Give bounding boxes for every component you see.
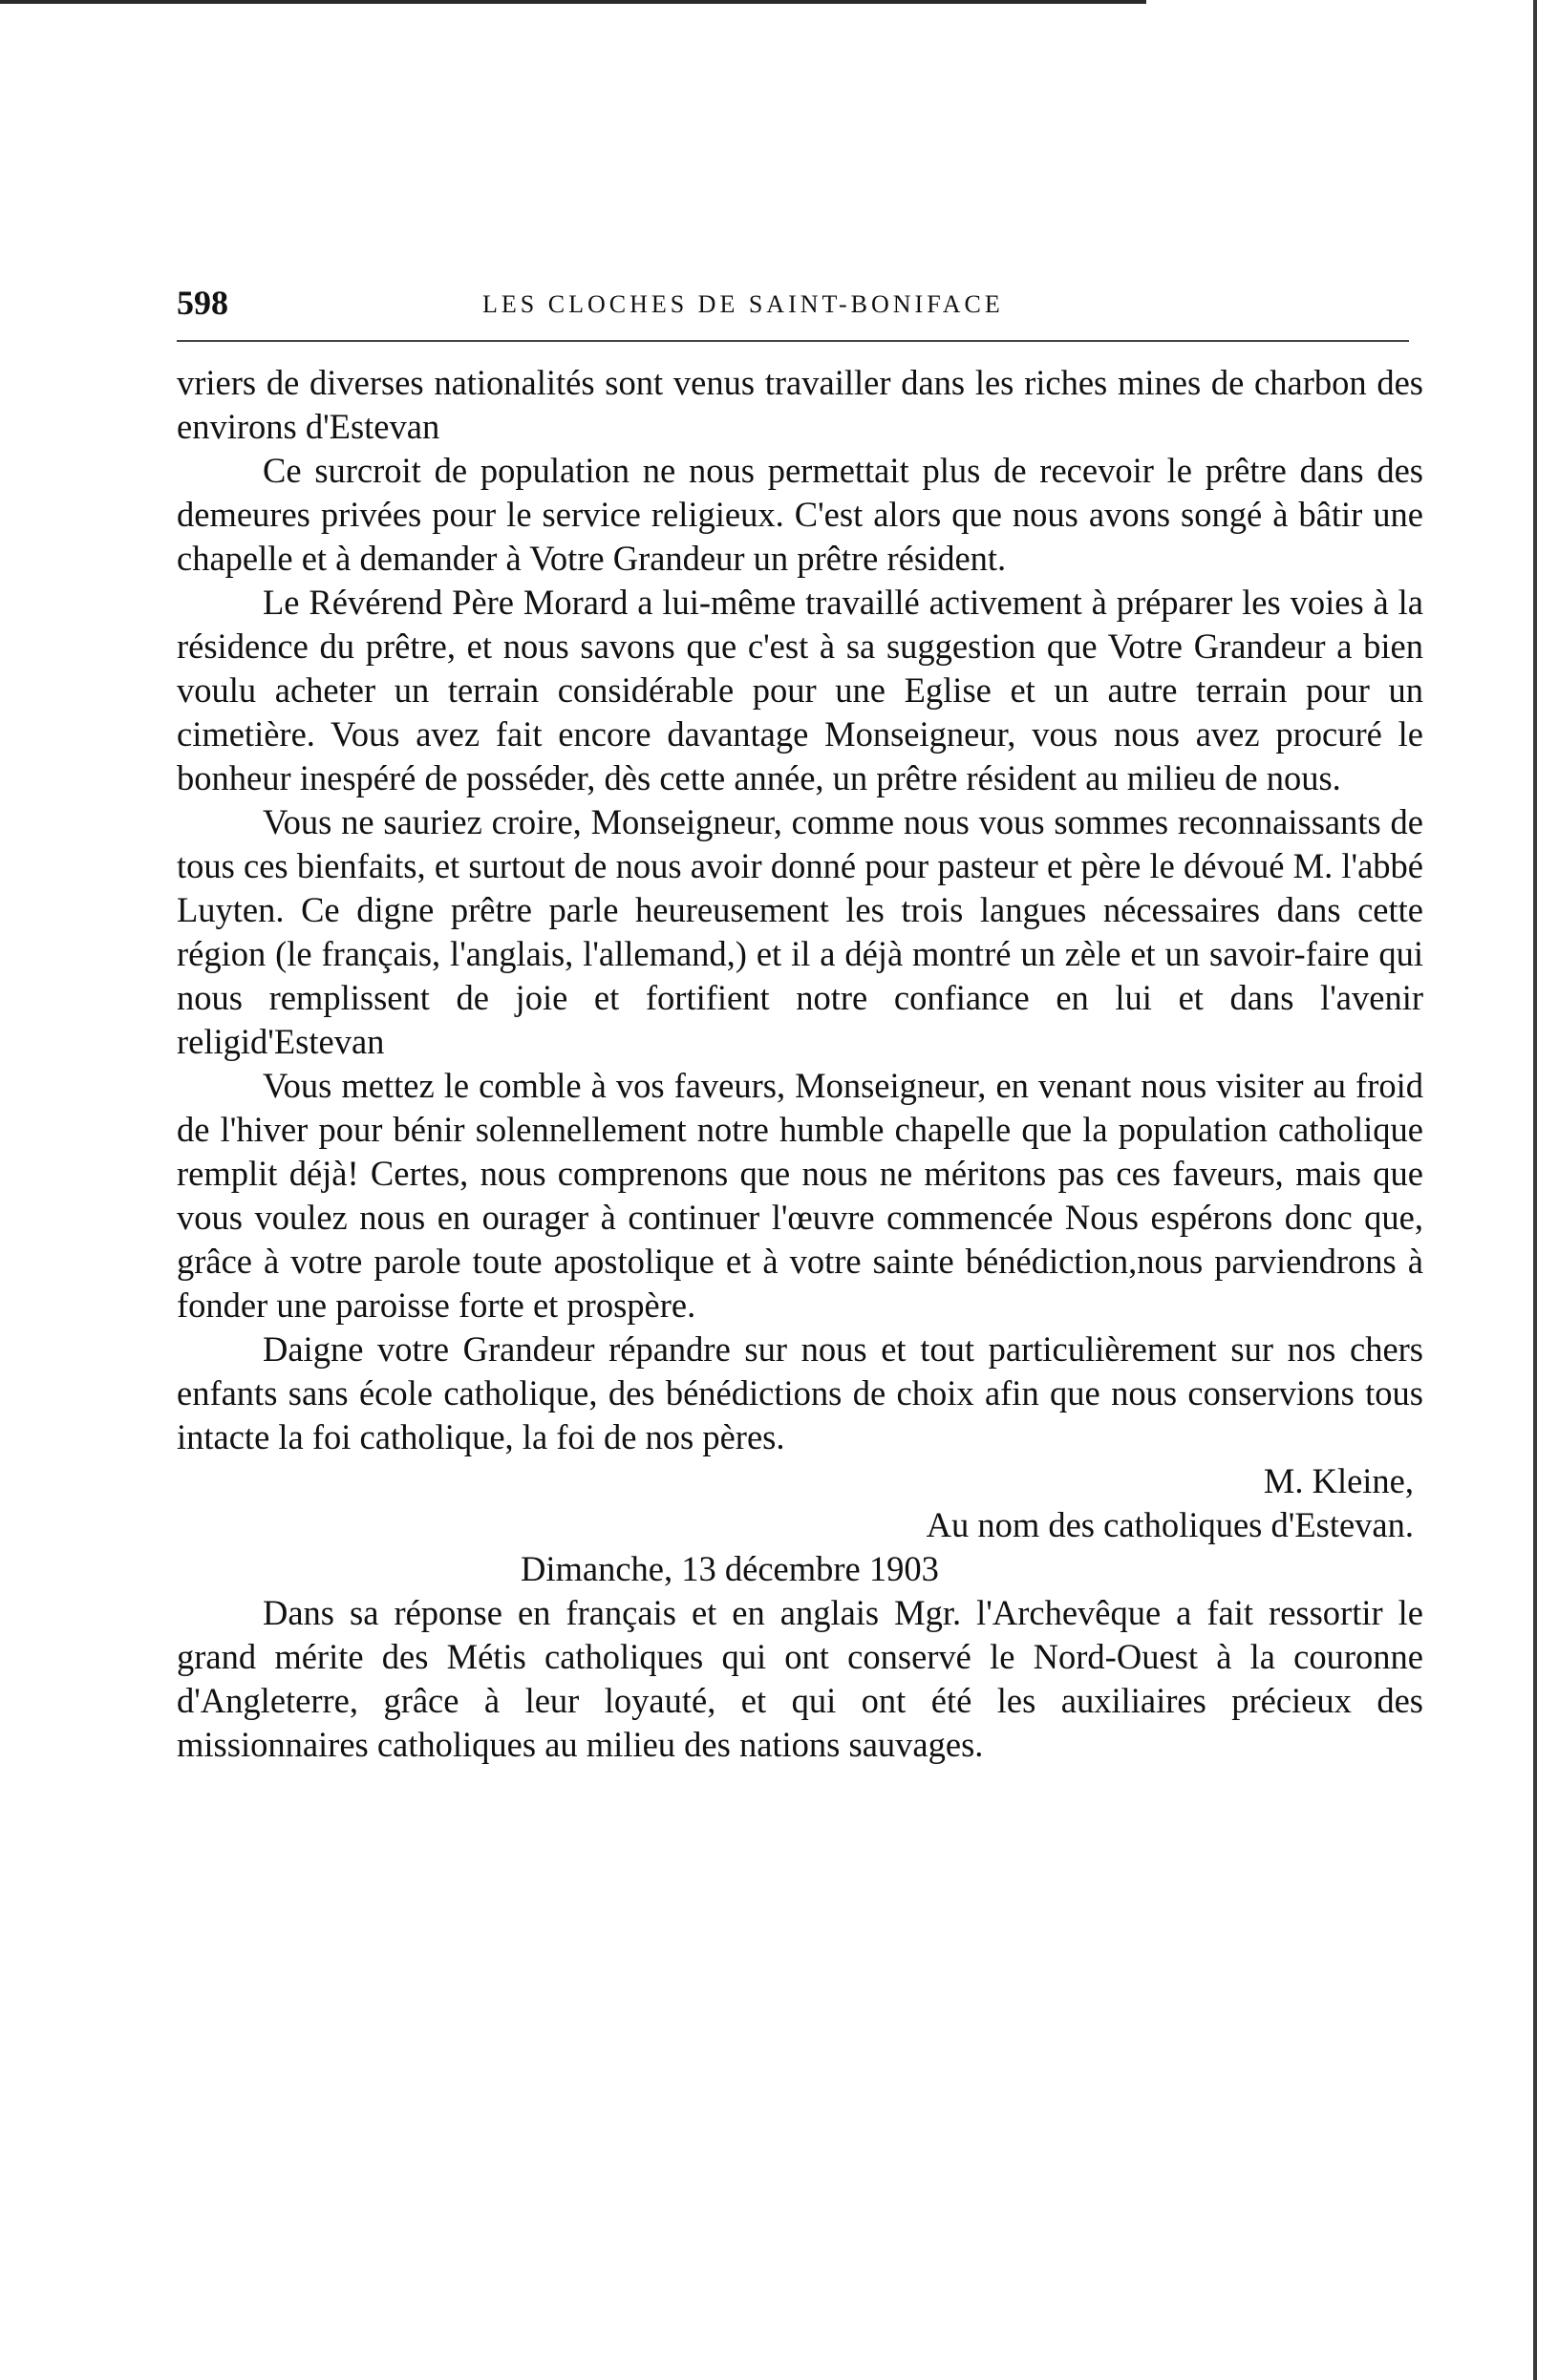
scan-edge-right <box>1533 0 1537 2380</box>
paragraph: Le Révérend Père Morard a lui-même travaillé activement à préparer les voies à la résidence du prêtre, et nous savons que c'est à sa suggestion que Votre Grandeur a bien voulu acheter un terrain considérable pour une Eglise et un autre terrain pour un cimetière. Vous avez fait encore davantage Monseigneur, vous nous avez procuré le bonheur inespéré de posséder, dès cette année, un prêtre résident au milieu de nous. <box>177 583 1423 797</box>
date-line: Dimanche, 13 décembre 1903 <box>521 1549 939 1588</box>
signature-block <box>177 1459 1423 1547</box>
paragraph: Dans sa réponse en français et en anglais Mgr. l'Archevêque a fait ressortir le grand mérite des Métis catholiques qui ont conservé le Nord-Ouest à la couronne d'Angleterre, grâce à leur loyauté, et qui ont été les auxiliaires précieux des missionnaires catholiques au milieu des nations sauvages. <box>177 1593 1423 1764</box>
page-number: 598 <box>177 284 228 322</box>
paragraph: Vous mettez le comble à vos faveurs, Monseigneur, en venant nous visiter au froid de l'hiver pour bénir solennellement notre humble chapelle que la population catholique remplit déjà! Certes, nous comprenons que nous ne méritons pas ces faveurs, mais que vous voulez nous en ourager à continuer l'œuvre commencée Nous espérons donc que, grâce à votre parole toute apostolique et à votre sainte bénédiction,nous parviendrons à fonder une paroisse forte et prospère. <box>177 1066 1423 1325</box>
paragraph: Daigne votre Grandeur répandre sur nous et tout particulièrement sur nos chers enfants sans école catholique, des bénédictions de choix afin que nous conservions tous intacte la foi catholique, la foi de nos pères. <box>177 1329 1423 1456</box>
running-title: LES CLOCHES DE SAINT-BONIFACE <box>482 290 1004 318</box>
signature-name: M. Kleine, <box>1263 1461 1414 1500</box>
paragraph: Ce surcroit de population ne nous permettait plus de recevoir le prêtre dans des demeures privées pour le service religieux. C'est alors que nous avons songé à bâtir une chapelle et à demander à Votre Grandeur un prêtre résident. <box>177 451 1423 578</box>
document-page <box>177 277 1423 1767</box>
body-text <box>177 361 1423 1459</box>
paragraph: Vous ne sauriez croire, Monseigneur, comme nous vous sommes reconnaissants de tous ces bienfaits, et surtout de nous avoir donné pour pasteur et père le dévoué M. l'abbé Luyten. Ce digne prêtre parle heureusement les trois langues nécessaires dans cette région (le français, l'anglais, l'allemand,) et il a déjà montré un zèle et un savoir-faire qui nous remplissent de joie et fortifient notre confiance en lui et dans l'avenir religid'Estevan <box>177 802 1423 1061</box>
header-rule <box>177 340 1409 342</box>
running-head <box>177 277 1423 334</box>
signature-affiliation: Au nom des catholiques d'Estevan. <box>926 1505 1414 1544</box>
paragraph: vriers de diverses nationalités sont venus travailler dans les riches mines de charbon des environs d'Estevan <box>177 363 1423 446</box>
closing-text <box>177 1591 1423 1767</box>
scan-edge-top <box>0 0 1146 4</box>
